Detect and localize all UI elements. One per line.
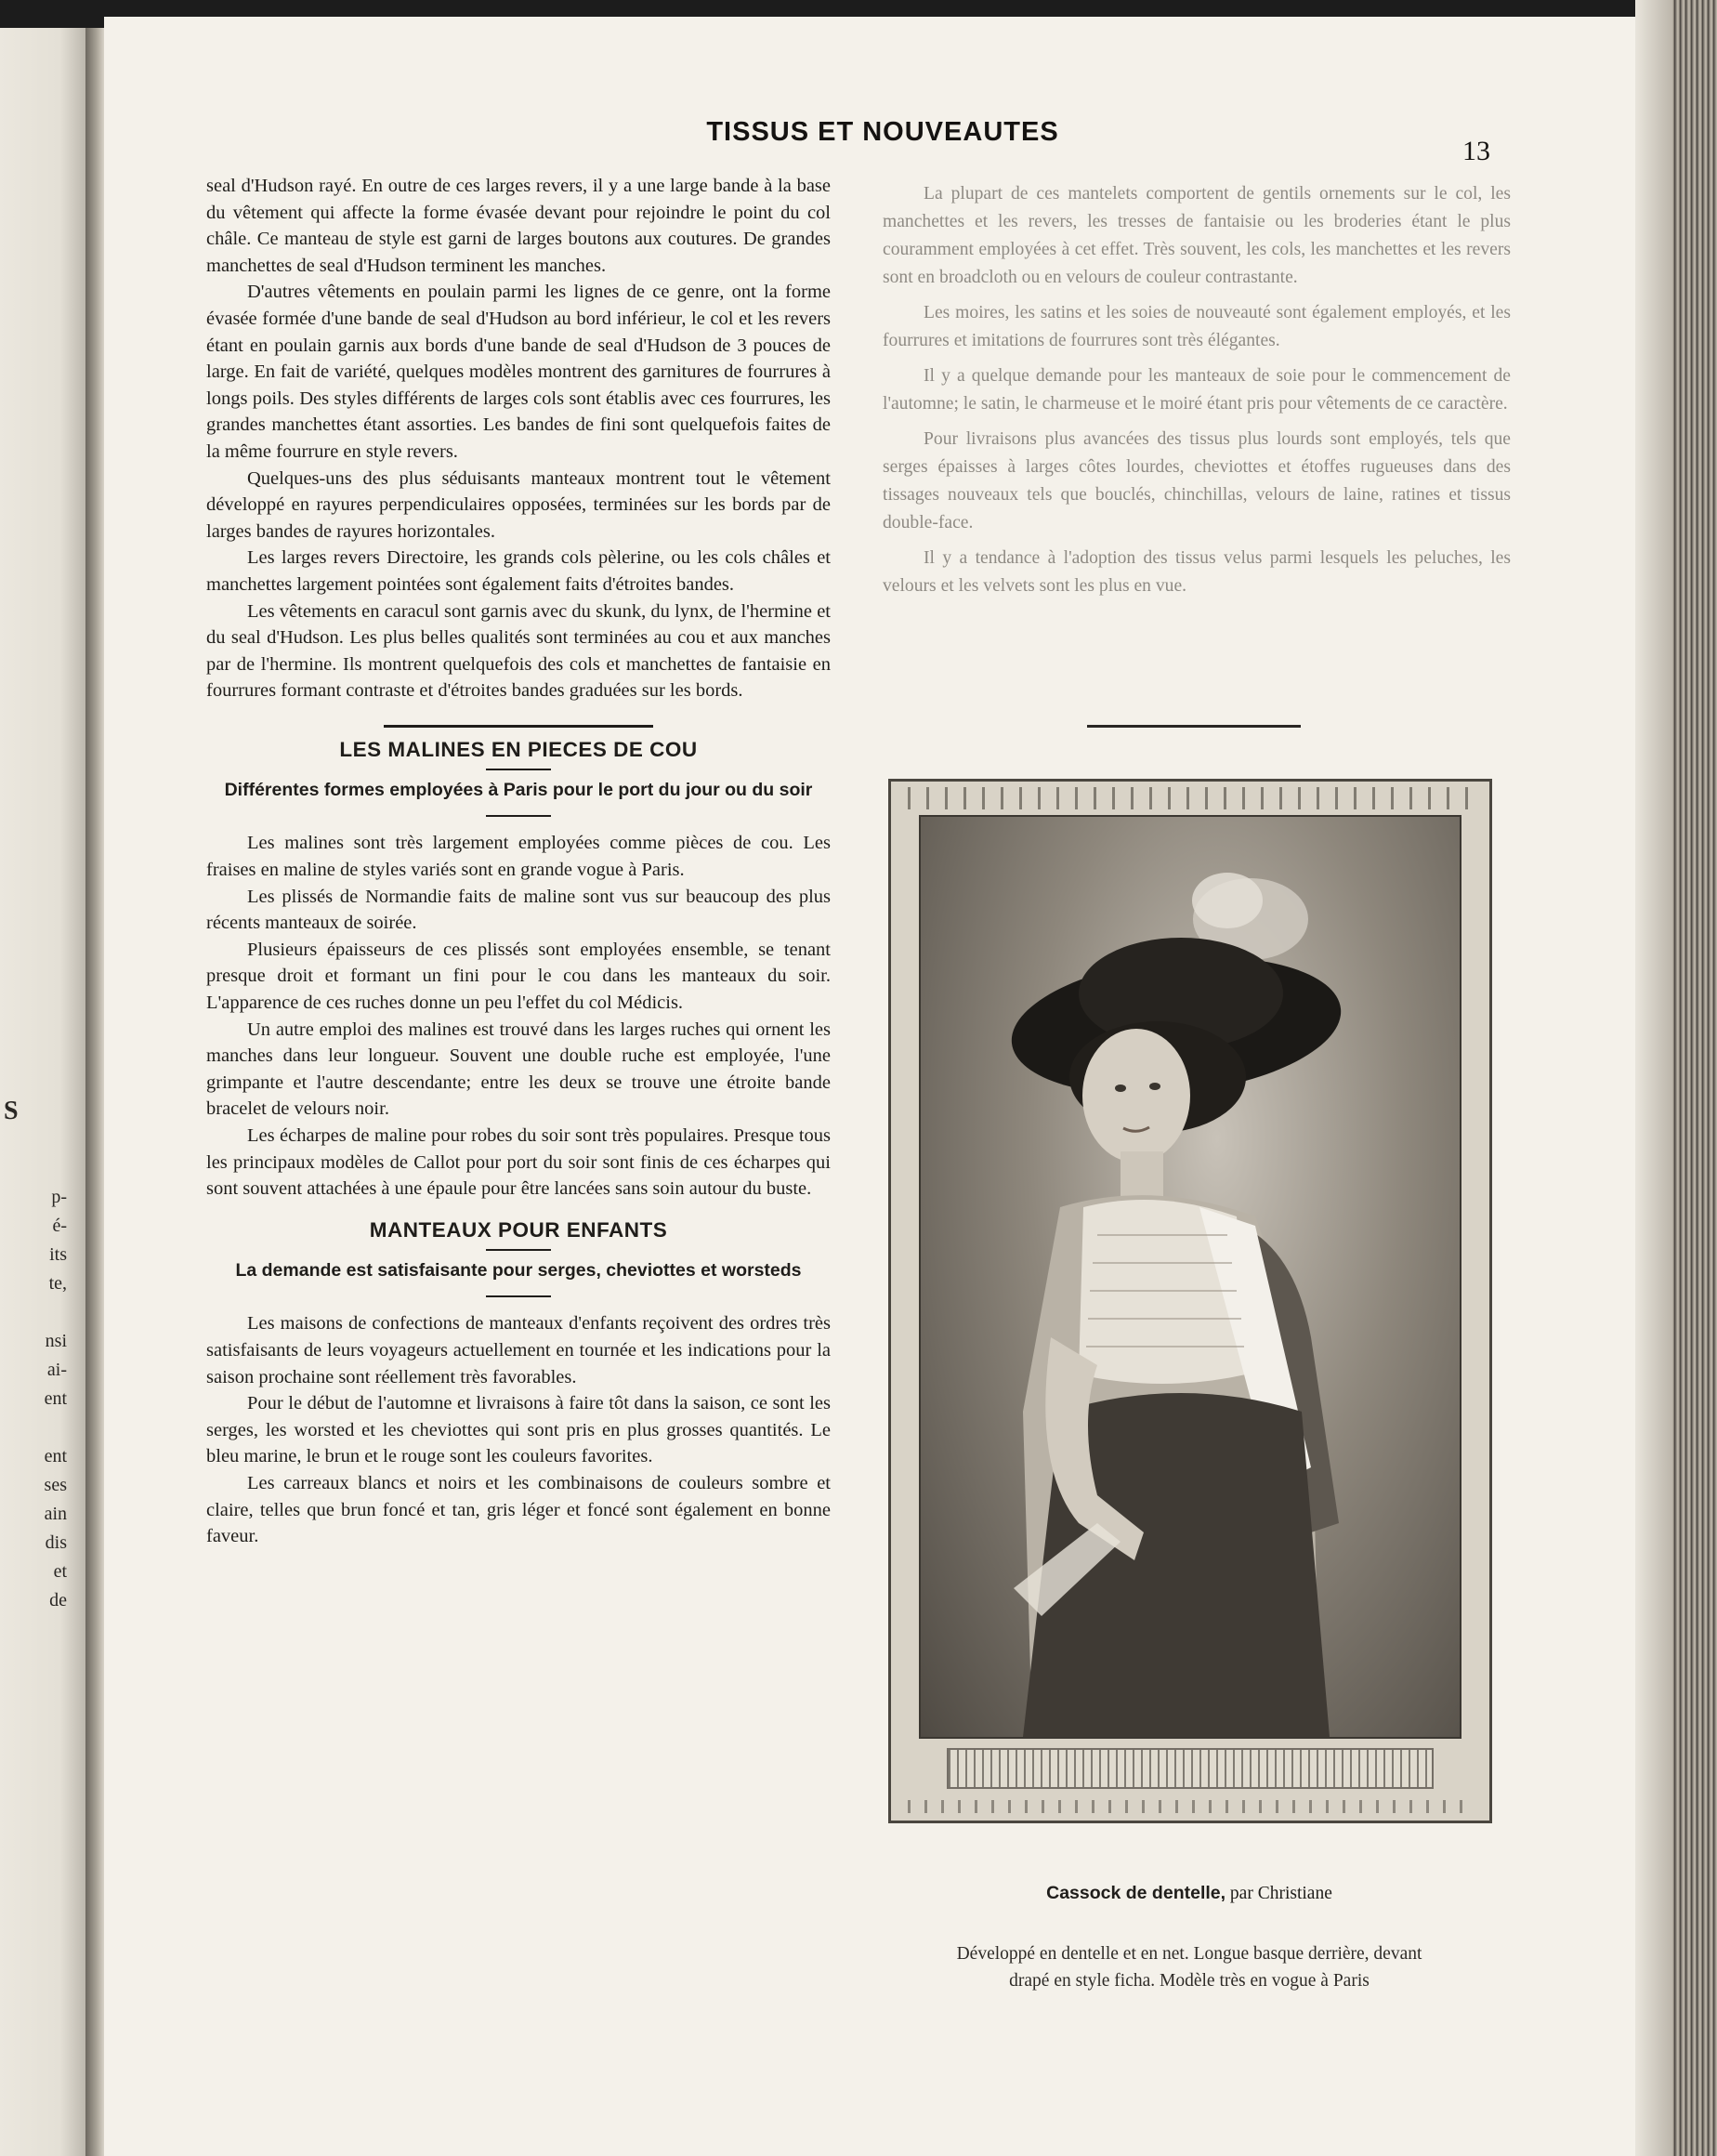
caption-author: par Christiane bbox=[1229, 1884, 1332, 1903]
margin-fragment: p- bbox=[51, 1187, 67, 1207]
margin-fragment: dis bbox=[45, 1532, 67, 1553]
frame-ornament-top bbox=[908, 787, 1475, 809]
margin-fragment: te, bbox=[48, 1273, 67, 1294]
paragraph: Plusieurs épaisseurs de ces plissés sont employées ensemble, se tenant presque droit et formant un fini pour le cou dans les manteaux du soir. L'apparence de ces ruches donne un peu l'effet du col Médicis. bbox=[206, 939, 831, 1014]
woman-in-hat-illustration bbox=[921, 817, 1460, 1737]
margin-fragment: de bbox=[49, 1590, 67, 1610]
left-page-edge bbox=[0, 28, 85, 2156]
paragraph: Les écharpes de maline pour robes du soir sont très populaires. Presque tous les principaux modèles de Callot pour port du soir sont finis de ces écharpes qui sont souvent attachées à une épaule pour être lancées sans soin autour du buste. bbox=[206, 1125, 831, 1200]
paragraph: Les plissés de Normandie faits de maline sont vus sur beaucoup des plus récents manteaux de soirée. bbox=[206, 886, 831, 934]
running-title: TISSUS ET NOUVEAUTES bbox=[706, 117, 1059, 147]
section-subtitle-malines: Différentes formes employées à Paris pour le port du jour ou du soir bbox=[224, 780, 813, 801]
paragraph: Il y a quelque demande pour les manteaux de soie pour le commencement de l'automne; le satin, le charmeuse et le moiré étant pris pour vêtements de ce caractère. bbox=[883, 366, 1511, 414]
page-fore-edge bbox=[1635, 0, 1672, 2156]
margin-fragment bbox=[0, 1298, 74, 1327]
paragraph: seal d'Hudson rayé. En outre de ces larges revers, il y a une large bande à la base du vêtement qui affecte la forme évasée devant pour rejoindre le point du col châle. Ce manteau de style est garni de larges boutons aux coutures. De grandes manchettes de seal d'Hudson terminent les manches. bbox=[206, 176, 831, 276]
paragraph: Quelques-uns des plus séduisants manteaux montrent tout le vêtement développé en rayures perpendiculaires opposées, terminées sur les bords par de larges bandes de rayures horizontales. bbox=[206, 467, 831, 542]
margin-fragment bbox=[0, 1413, 74, 1442]
column-divider-rule bbox=[1087, 725, 1301, 728]
margin-fragment: its bbox=[49, 1244, 67, 1265]
fashion-photograph bbox=[919, 815, 1461, 1739]
margin-fragment: S bbox=[4, 1097, 19, 1125]
paragraph: Les malines sont très largement employées comme pièces de cou. Les fraises en maline de styles variés sont en grande vogue à Paris. bbox=[206, 833, 831, 881]
paragraph: Les carreaux blancs et noirs et les combinaisons de couleurs sombre et claire, telles que brun foncé et tan, gris léger et foncé sont également en bonne faveur. bbox=[206, 1472, 831, 1547]
paragraph: D'autres vêtements en poulain parmi les lignes de ce genre, ont la forme évasée formée d'une bande de seal d'Hudson au bord inférieur, le col et les revers étant en poulain garnis aux bords d'une bande de seal d'Hudson de 3 pouces de large. En fait de variété, quelques modèles montrent des garnitures de fourrures à longs poils. Des styles différents de larges cols sont établis avec ces fourrures, les grandes manchettes étant assorties. Les bandes de fini sont quelquefois faites de la même fourrure en style revers. bbox=[206, 282, 831, 462]
title-rule bbox=[486, 769, 551, 770]
margin-fragment: nsi bbox=[45, 1331, 67, 1351]
page-number: 13 bbox=[1462, 136, 1490, 166]
book-gutter bbox=[85, 28, 104, 2156]
caption-title: Cassock de dentelle, bbox=[1046, 1883, 1226, 1903]
margin-fragment: ent bbox=[44, 1388, 67, 1409]
section-title-malines: LES MALINES EN PIECES DE COU bbox=[339, 737, 698, 761]
paragraph: Les moires, les satins et les soies de nouveauté sont également employés, et les fourrures et imitations de fourrures sont très élégantes. bbox=[883, 303, 1511, 350]
paragraph: Un autre emploi des malines est trouvé dans les larges ruches qui ornent les manches dans leur longueur. Souvent une double ruche est employée, l'une grimpante et l'autre descendante; entre les deux se trouve une étroite bande bracelet de velours noir. bbox=[206, 1019, 831, 1120]
title-rule bbox=[486, 1249, 551, 1251]
figure-caption bbox=[892, 1883, 1487, 1904]
subtitle-rule bbox=[486, 1295, 551, 1297]
paragraph: Les maisons de confections de manteaux d'enfants reçoivent des ordres très satisfaisants de leurs voyageurs actuellement en tournée et les indications pour la saison prochaine sont réellement très favorables. bbox=[206, 1313, 831, 1387]
margin-fragment: ai- bbox=[46, 1360, 67, 1380]
left-column bbox=[206, 173, 831, 1550]
caption-desc-line: Développé en dentelle et en net. Longue basque derrière, devant bbox=[956, 1944, 1422, 1964]
section-title-enfants: MANTEAUX POUR ENFANTS bbox=[369, 1217, 668, 1242]
paragraph: La plupart de ces mantelets comportent de gentils ornements sur le col, les manchettes et les revers, les tresses de fantaisie ou les broderies étant le plus couramment employées à cet effet. Très souvent, les cols, les manchettes et les revers sont en broadcloth ou en velours de couleur contrastante. bbox=[883, 184, 1511, 287]
frame-ornament-dots bbox=[908, 1800, 1475, 1813]
margin-fragment: ain bbox=[44, 1504, 67, 1524]
paragraph: Les vêtements en caracul sont garnis avec du skunk, du lynx, de l'hermine et du seal d'Hudson. Les plus belles qualités sont terminées au cou et aux manches par de l'hermine. Ils montrent quelquefois des cols et manchettes de fantaisie en fourrures formant contraste et d'étroites bandes graduées sur les bords. bbox=[206, 600, 831, 702]
margin-fragment: ses bbox=[44, 1475, 67, 1495]
caption-desc-line: drapé en style ficha. Modèle très en vogue à Paris bbox=[1009, 1971, 1370, 1991]
margin-fragment: é- bbox=[52, 1216, 67, 1236]
photo-frame bbox=[888, 779, 1492, 1823]
paragraph: Pour livraisons plus avancées des tissus plus lourds sont employés, tels que serges épaisses à larges côtes lourdes, cheviottes et étoffes rugueuses dans des tissages nouveaux tels que bouclés, chinchillas, velours de laine, ratines et tissus double-face. bbox=[883, 429, 1511, 532]
subtitle-rule bbox=[486, 815, 551, 817]
figure-description bbox=[855, 1940, 1524, 1994]
right-column bbox=[883, 180, 1511, 600]
section-divider bbox=[384, 725, 653, 728]
section-subtitle-enfants: La demande est satisfaisante pour serges, cheviottes et worsteds bbox=[235, 1260, 802, 1282]
margin-fragment: et bbox=[53, 1561, 67, 1582]
paragraph: Pour le début de l'automne et livraisons à faire tôt dans la saison, ce sont les serges, les worsted et les cheviottes qui sont pris en plus grosses quantités. Le bleu marine, le brun et le rouge sont les couleurs favorites. bbox=[206, 1393, 831, 1467]
frame-ornament-bottom bbox=[947, 1748, 1434, 1789]
paragraph: Il y a tendance à l'adoption des tissus velus parmi lesquels les peluches, les velours et les velvets sont les plus en vue. bbox=[883, 548, 1511, 596]
left-margin-fragments bbox=[0, 1097, 74, 1615]
margin-fragment: ent bbox=[44, 1446, 67, 1466]
paragraph: Les larges revers Directoire, les grands cols pèlerine, ou les cols châles et manchettes largement pointées sont également faits d'étroites bandes. bbox=[206, 547, 831, 595]
